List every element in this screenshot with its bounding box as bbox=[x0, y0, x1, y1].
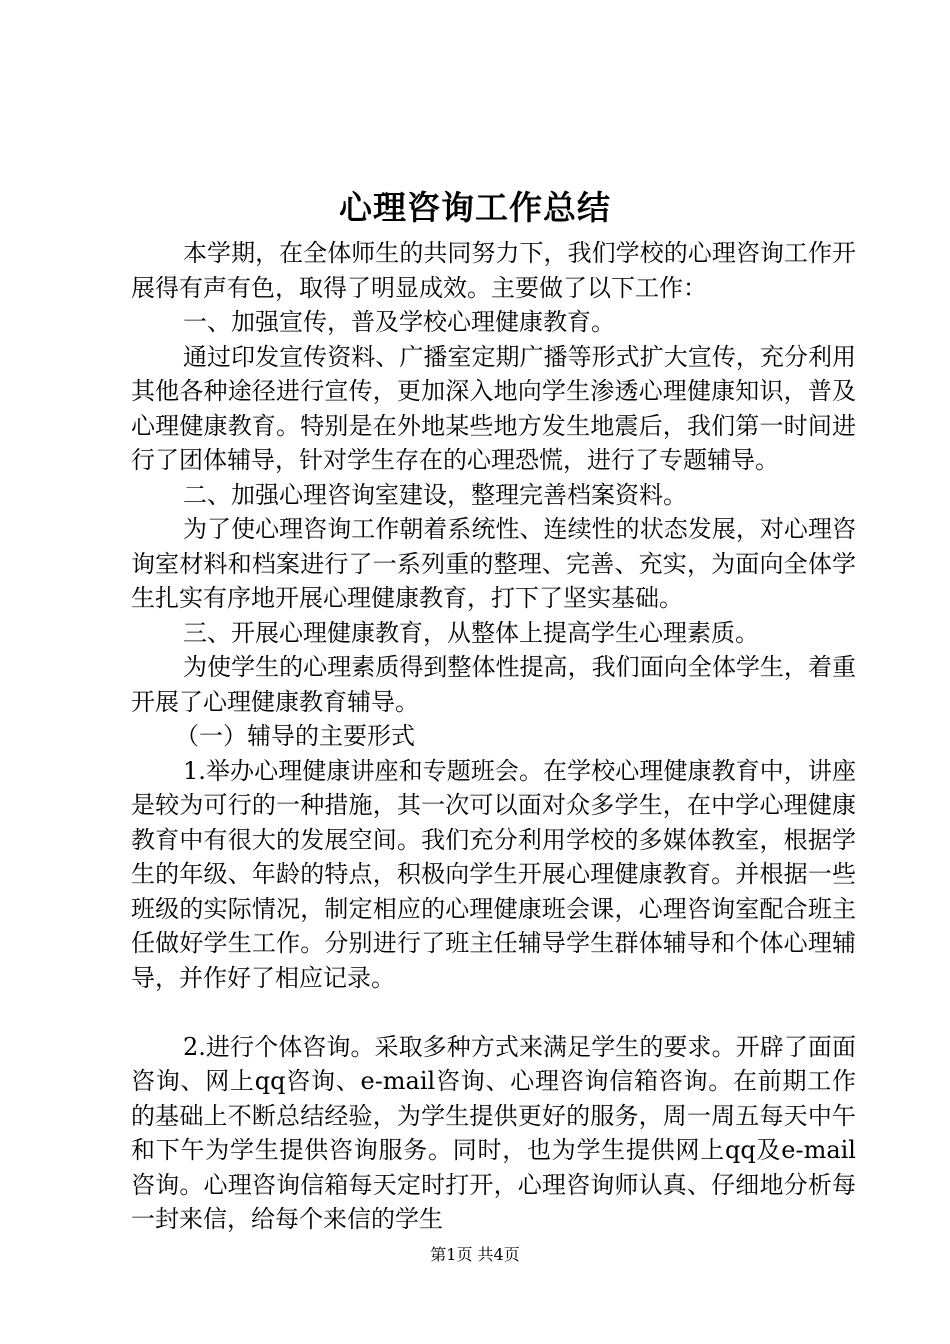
section-heading-3: 三、开展心理健康教育，从整体上提高学生心理素质。 bbox=[183, 618, 759, 647]
blank-line bbox=[131, 995, 856, 1030]
section-heading-1: 一、加强宣传，普及学校心理健康教育。 bbox=[183, 308, 615, 336]
page-footer: 第1页 共4页 bbox=[430, 1245, 520, 1264]
paragraph-intro: 本学期，在全体师生的共同努力下，我们学校的心理咨询工作开展得有声有色，取得了明显成效。主要做了以下工作： bbox=[131, 239, 856, 302]
paragraph-lectures: 1.举办心理健康讲座和专题班会。在学校心理健康教育中，讲座是较为可行的一种措施，其一次可以面对众多学生，在中学心理健康教育中有很大的发展空间。我们充分利用学校的多媒体教室，根据学生的年级、年龄的特点，积极向学生开展心理健康教育。并根据一些班级的实际情况，制定相应的心理健康班会课，心理咨询室配合班主任做好学生工作。分别进行了班主任辅导学生群体辅导和个体心理辅导，并作好了相应记录。 bbox=[131, 756, 856, 992]
paragraph-individual-counseling: 2.进行个体咨询。采取多种方式来满足学生的要求。开辟了面面咨询、网上qq咨询、e-mail咨询、心理咨询信箱咨询。在前期工作的基础上不断总结经验，为学生提供更好的服务，周一周五每天中午和下午为学生提供咨询服务。同时，也为学生提供网上qq及e-mail咨询。心理咨询信箱每天定时打开，心理咨询师认真、仔细地分析每一封来信，给每个来信的学生 bbox=[131, 1032, 856, 1233]
paragraph-counseling-room: 为了使心理咨询工作朝着系统性、连续性的状态发展，对心理咨询室材料和档案进行了一系列重的整理、完善、充实，为面向全体学生扎实有序地开展心理健康教育，打下了坚实基础。 bbox=[131, 515, 856, 612]
subsection-heading-1: （一）辅导的主要形式 bbox=[175, 722, 415, 750]
paragraph-publicity: 通过印发宣传资料、广播室定期广播等形式扩大宣传，充分利用其他各种途径进行宣传，更加深入地向学生渗透心理健康知识，普及心理健康教育。特别是在外地某些地方发生地震后，我们第一时间进行了团体辅导，针对学生存在的心理恐慌，进行了专题辅导。 bbox=[131, 342, 856, 474]
document-title: 心理咨询工作总结 bbox=[339, 188, 611, 227]
paragraph-education: 为使学生的心理素质得到整体性提高，我们面向全体学生，着重开展了心理健康教育辅导。 bbox=[131, 653, 856, 716]
document-body bbox=[131, 236, 856, 1237]
section-heading-2: 二、加强心理咨询室建设，整理完善档案资料。 bbox=[183, 480, 687, 509]
